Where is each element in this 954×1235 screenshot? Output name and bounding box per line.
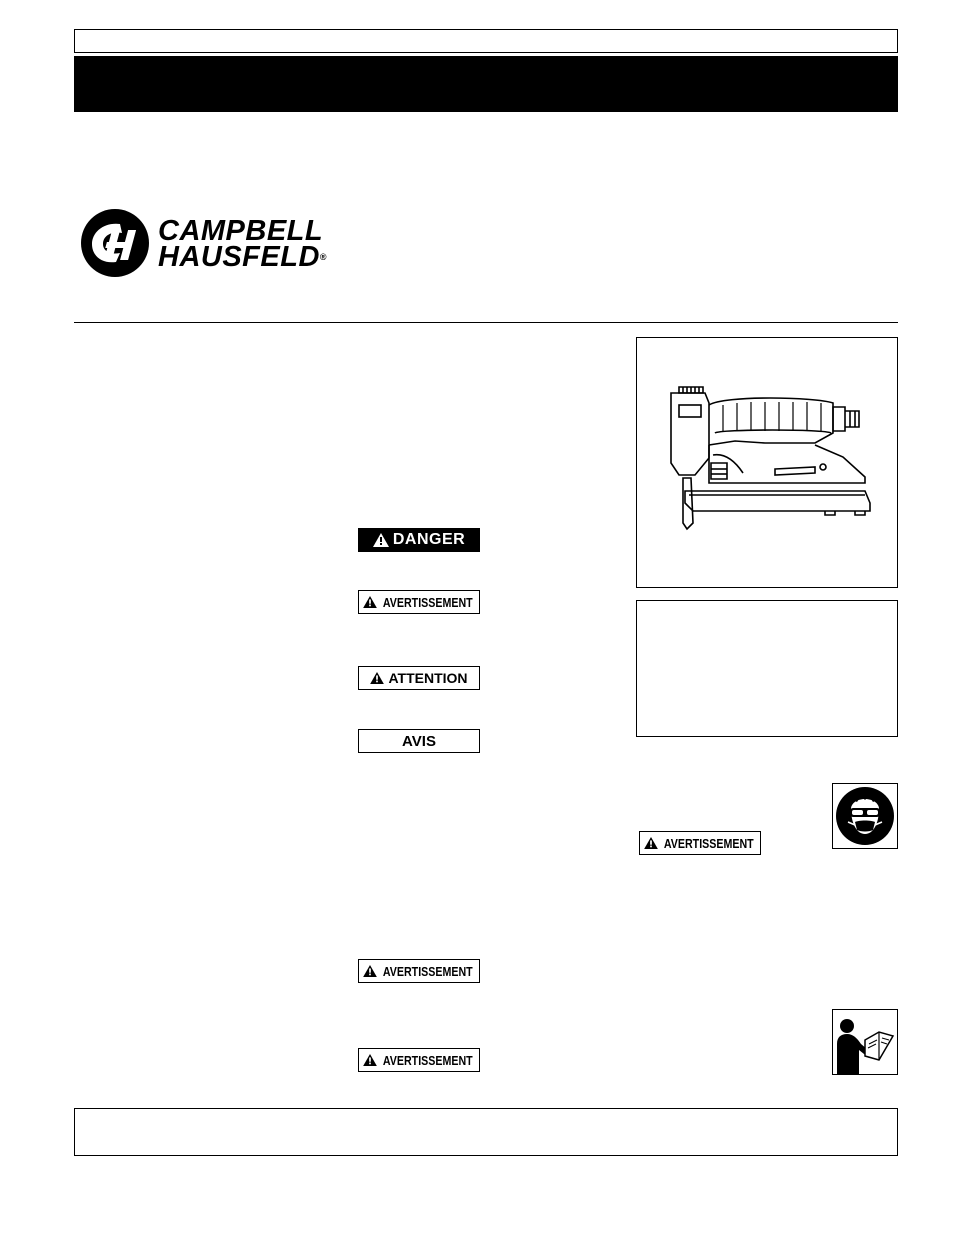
attention-label — [358, 666, 480, 690]
safety-goggles-mask-icon — [833, 784, 897, 848]
brand-line-1: CAMPBELL — [158, 215, 324, 247]
product-illustration-box — [636, 337, 898, 588]
danger-text: DANGER — [392, 531, 466, 548]
eye-protection-icon-box — [832, 783, 898, 849]
avertissement-label-1 — [358, 590, 480, 614]
attention-text: ATTENTION — [388, 670, 468, 686]
avertissement-label-4 — [639, 831, 761, 855]
avertissement-label-3 — [358, 1048, 480, 1072]
info-box — [636, 600, 898, 737]
avis-text: AVIS — [402, 732, 436, 750]
footer-box — [74, 1108, 898, 1156]
stapler-illustration-icon — [665, 383, 875, 533]
section-divider — [74, 322, 898, 323]
warning-triangle-icon — [363, 1054, 377, 1066]
brand-line-2: HAUSFELD® — [158, 241, 328, 273]
avis-label — [358, 729, 480, 753]
avertissement-text: AVERTISSEMENT — [383, 1052, 473, 1068]
title-bar — [74, 56, 898, 112]
brand-logo — [80, 208, 370, 280]
warning-triangle-icon — [644, 837, 658, 849]
warning-triangle-icon — [363, 596, 377, 608]
avertissement-text: AVERTISSEMENT — [664, 835, 754, 851]
avertissement-label-2 — [358, 959, 480, 983]
registered-mark: ® — [319, 252, 328, 262]
ch-monogram-logo-icon — [80, 208, 150, 278]
avertissement-text: AVERTISSEMENT — [383, 594, 473, 610]
warning-triangle-icon — [373, 533, 389, 547]
avertissement-text: AVERTISSEMENT — [383, 963, 473, 979]
danger-label — [358, 528, 480, 552]
warning-triangle-icon — [363, 965, 377, 977]
read-manual-icon — [833, 1010, 897, 1074]
warning-triangle-icon — [370, 672, 384, 684]
header-box — [74, 29, 898, 53]
read-manual-icon-box — [832, 1009, 898, 1075]
